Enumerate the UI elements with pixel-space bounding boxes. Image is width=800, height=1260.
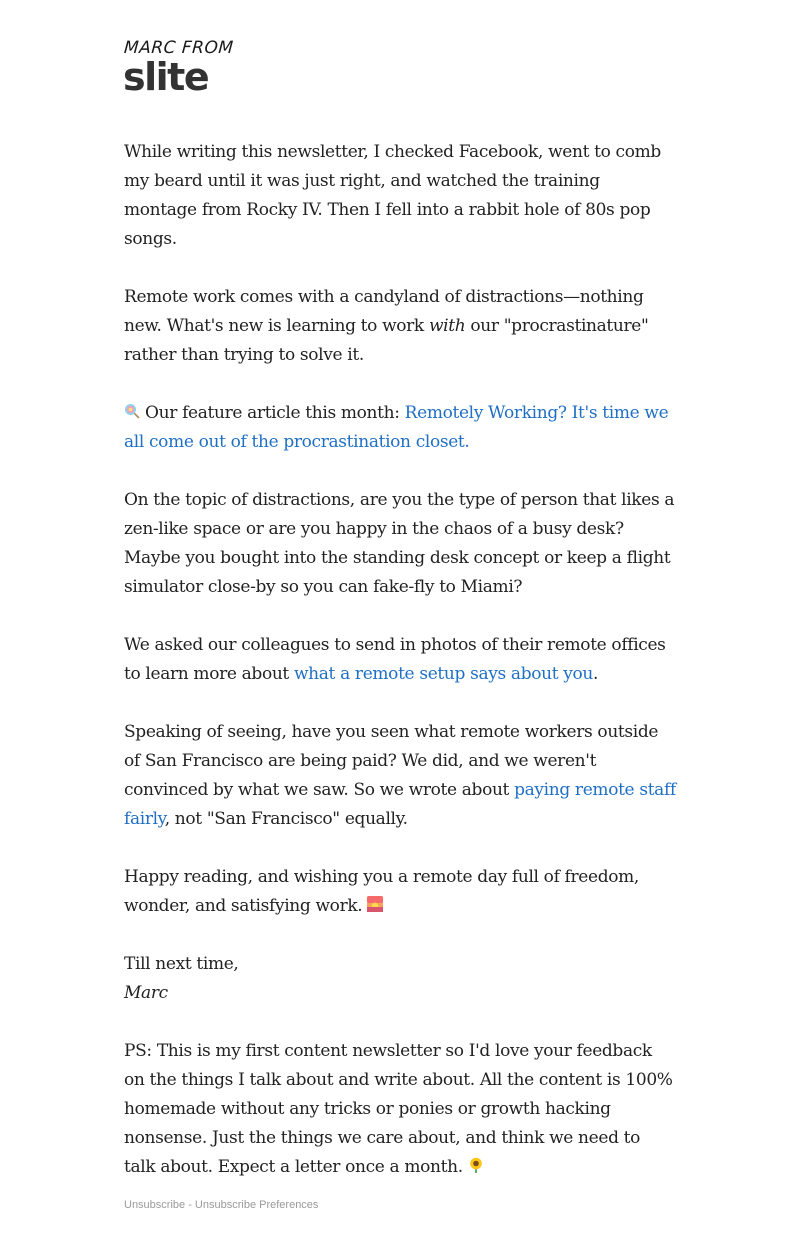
- sunrise-icon: [367, 893, 383, 909]
- paragraph-text: our "procrastinature" rather than trying to solve it.: [124, 316, 649, 365]
- paragraph-remote-offices: [124, 631, 676, 689]
- paragraph-text: We asked our colleagues to send in photos of their remote offices to learn more about: [124, 635, 666, 684]
- paragraph-ps: [124, 1037, 676, 1182]
- paragraph-intro: While writing this newsletter, I checked Facebook, went to comb my beard until it was just right, and watched the training montage from Rocky IV. Then I fell into a rabbit hole of 80s pop songs.: [124, 142, 661, 249]
- paragraph-text: Speaking of seeing, have you seen what remote workers outside of San Francisco are being paid? We did, and we weren't convinced by what we saw. So we wrote about: [124, 722, 659, 800]
- paragraph-remote-work: [124, 283, 676, 370]
- paragraph-text: Remote work comes with a candyland of distractions—nothing new. What's new is learning to work: [124, 287, 644, 336]
- paragraph-feature-article: [124, 399, 676, 457]
- paragraph-remote-pay: [124, 718, 676, 834]
- unsubscribe-preferences-link[interactable]: Unsubscribe Preferences: [194, 1199, 319, 1211]
- emphasis-with: with: [428, 316, 466, 336]
- footer-separator: -: [185, 1199, 195, 1211]
- feature-article-link[interactable]: Remotely Working? It's time we all come out of the procrastination closet.: [124, 403, 669, 452]
- paragraph-distractions: On the topic of distractions, are you the type of person that likes a zen-like space or are you happy in the chaos of a busy desk? Maybe you bought into the standing desk concept or keep a flight simulator close-by so you can fake-fly to Miami?: [124, 490, 675, 597]
- signature: Marc: [124, 983, 168, 1003]
- slite-logo: [124, 36, 676, 106]
- footer: [124, 1199, 676, 1211]
- paragraph-text: PS: This is my first content newsletter so I'd love your feedback on the things I talk about and write about. All the content is 100% homemade without any tricks or ponies or growth hacking nonsense. Just the things we care about, and think we need to talk about. Expect a letter once a month.: [124, 1041, 673, 1177]
- newsletter-body: [124, 138, 676, 1182]
- signoff-text: Till next time,: [124, 954, 239, 974]
- logo-wordmark: slite: [123, 55, 209, 99]
- paragraph-text: Happy reading, and wishing you a remote day full of freedom, wonder, and satisfying work.: [124, 867, 639, 916]
- remote-setup-link[interactable]: what a remote setup says about you: [293, 664, 593, 684]
- paragraph-happy-reading: [124, 863, 676, 921]
- paragraph-text: .: [592, 664, 599, 684]
- paragraph-text: Our feature article this month:: [140, 403, 405, 423]
- sunflower-icon: [468, 1154, 484, 1170]
- paragraph-text: , not "San Francisco" equally.: [164, 809, 408, 829]
- logo-script-text: MARC FROM: [123, 38, 235, 58]
- newsletter-container: [124, 36, 676, 1211]
- unsubscribe-link[interactable]: Unsubscribe: [124, 1199, 186, 1211]
- signoff-block: [124, 950, 676, 1008]
- lollipop-icon: [124, 400, 140, 416]
- paying-remote-staff-link[interactable]: paying remote staff fairly: [124, 780, 676, 829]
